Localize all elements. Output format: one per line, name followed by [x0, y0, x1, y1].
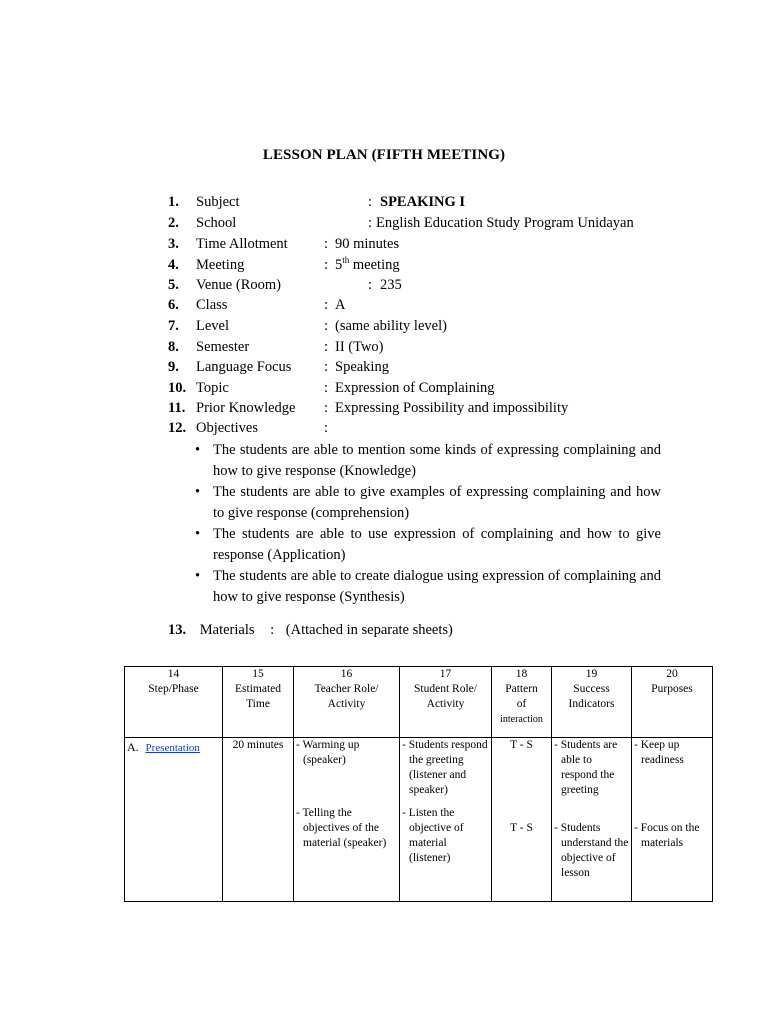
presentation-link[interactable]: Presentation	[145, 742, 200, 754]
column-header: 20 Purposes	[632, 667, 713, 738]
info-separator: :	[324, 359, 329, 375]
info-separator: :	[324, 318, 329, 334]
info-separator: :	[324, 257, 329, 273]
step-cell	[125, 738, 223, 902]
teacher-activity: - Warming up (speaker)	[296, 739, 360, 766]
info-label: Objectives	[196, 420, 259, 436]
student-activity: - Listen the objective of material (listener)	[402, 807, 464, 864]
materials-row	[168, 620, 453, 640]
column-header: 14 Step/Phase	[125, 667, 223, 738]
info-value: (Attached in separate sheets)	[285, 622, 453, 638]
objective-text: The students are able to give examples of expressing complaining and how to give response (comprehension)	[213, 484, 661, 521]
info-number: 12.	[168, 420, 187, 436]
info-number: 7.	[168, 318, 179, 334]
column-header: 19 Success Indicators	[552, 667, 632, 738]
teacher-activity: - Telling the objectives of the material (speaker)	[296, 807, 387, 849]
info-value: 5th meeting	[335, 255, 400, 273]
objective-text: The students are able to create dialogue using expression of complaining and how to give response (Synthesis)	[213, 568, 661, 605]
pattern-value: T - S	[510, 739, 533, 751]
bullet-icon: •	[195, 526, 201, 542]
info-label: Language Focus	[196, 359, 292, 375]
column-header: 16 Teacher Role/ Activity	[294, 667, 400, 738]
purposes-cell	[632, 738, 713, 902]
info-value: Expression of Complaining	[335, 380, 495, 396]
bullet-icon: •	[195, 484, 201, 500]
student-cell	[400, 738, 492, 902]
info-label: Materials	[199, 622, 255, 638]
purpose-text: - Keep up readiness	[634, 739, 684, 766]
info-number: 9.	[168, 359, 179, 375]
step-prefix: A.	[127, 740, 139, 754]
info-value: (same ability level)	[335, 318, 447, 334]
info-value: SPEAKING I	[380, 194, 466, 210]
info-value: 90 minutes	[335, 236, 400, 252]
info-separator: :	[324, 236, 329, 252]
page-title: LESSON PLAN (FIFTH MEETING)	[262, 147, 506, 163]
info-separator: :	[324, 420, 329, 436]
list-item	[195, 440, 661, 482]
bullet-icon: •	[195, 568, 201, 584]
info-label: Topic	[196, 380, 229, 396]
info-value: Expressing Possibility and impossibility	[335, 400, 569, 416]
table-header-row	[125, 667, 713, 738]
purpose-text: - Focus on the materials	[634, 822, 700, 849]
bullet-icon: •	[195, 442, 201, 458]
info-value: Speaking	[335, 359, 389, 375]
info-label: Subject	[196, 194, 240, 210]
teacher-cell	[294, 738, 400, 902]
info-separator: :	[368, 277, 373, 293]
time-value: 20 minutes	[232, 739, 284, 751]
success-indicator: - Students understand the objective of lesson	[554, 822, 629, 879]
info-separator: :	[324, 380, 329, 396]
objective-text: The students are able to use expression of complaining and how to give response (Application)	[213, 526, 661, 563]
info-separator: :	[324, 400, 329, 416]
info-number: 5.	[168, 277, 179, 293]
info-label: Prior Knowledge	[196, 400, 296, 416]
info-separator: :	[368, 215, 373, 231]
info-label: Venue (Room)	[196, 277, 281, 293]
info-number: 8.	[168, 339, 179, 355]
objective-text: The students are able to mention some kinds of expressing complaining and how to give response (Knowledge)	[213, 442, 661, 479]
info-number: 6.	[168, 297, 179, 313]
info-number: 1.	[168, 194, 179, 210]
column-header: 18 Pattern of interaction	[492, 667, 552, 738]
info-number: 10.	[168, 380, 187, 396]
info-label: Time Allotment	[196, 236, 288, 252]
pattern-cell	[492, 738, 552, 902]
success-indicator: - Students are able to respond the greeting	[554, 739, 618, 796]
info-value: 235	[380, 277, 402, 293]
time-cell	[223, 738, 294, 902]
list-item	[195, 524, 661, 566]
column-header: 15 Estimated Time	[223, 667, 294, 738]
info-label: Class	[196, 297, 228, 313]
info-separator: :	[324, 339, 329, 355]
info-separator: :	[270, 622, 275, 638]
info-label: Semester	[196, 339, 250, 355]
table-row	[125, 738, 713, 902]
lesson-table	[124, 666, 713, 902]
info-value: English Education Study Program Unidayan	[376, 215, 634, 231]
info-label: Level	[196, 318, 230, 334]
info-number: 4.	[168, 257, 179, 273]
info-number: 3.	[168, 236, 179, 252]
info-label: Meeting	[196, 257, 245, 273]
pattern-value: T - S	[510, 822, 533, 834]
info-number: 2.	[168, 215, 179, 231]
info-value: II (Two)	[335, 339, 384, 355]
info-number: 11.	[168, 400, 186, 416]
list-item	[195, 566, 661, 608]
list-item	[195, 482, 661, 524]
objectives-list	[195, 440, 661, 608]
info-value: A	[335, 297, 346, 313]
info-label: School	[196, 215, 237, 231]
info-separator: :	[368, 194, 373, 210]
success-cell	[552, 738, 632, 902]
info-separator: :	[324, 297, 329, 313]
student-activity: - Students respond the greeting (listener and speaker)	[402, 739, 488, 796]
info-number: 13.	[168, 622, 187, 638]
column-header: 17 Student Role/ Activity	[400, 667, 492, 738]
